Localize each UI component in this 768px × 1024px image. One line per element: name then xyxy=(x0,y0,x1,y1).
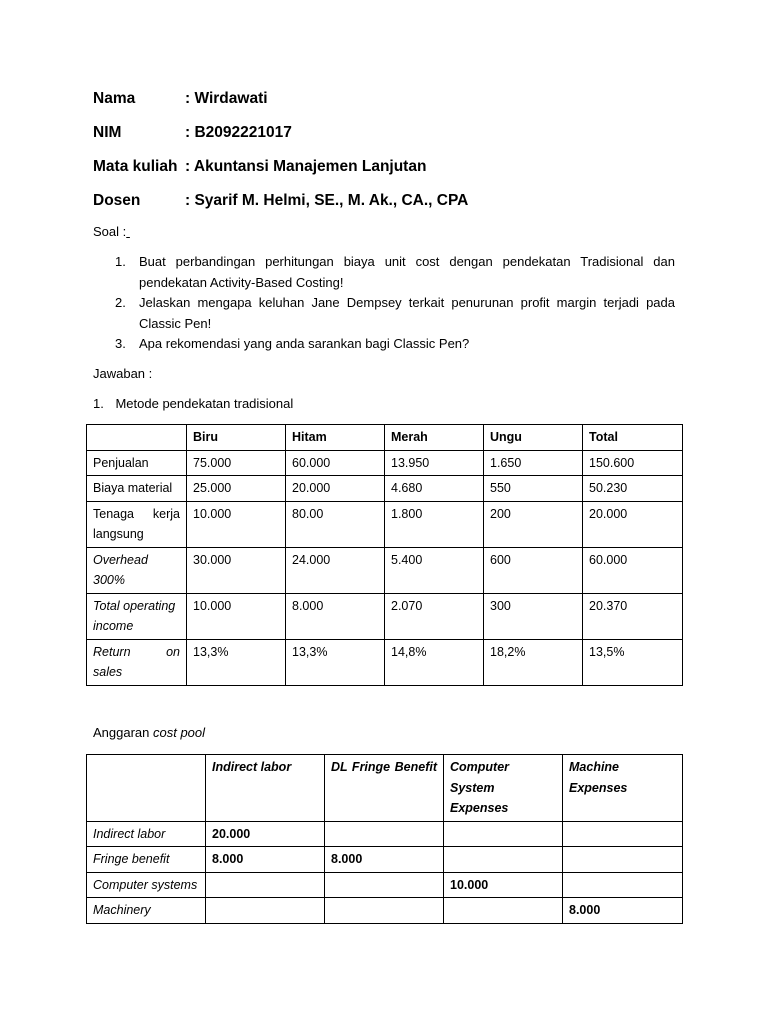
table-cell: 8.000 xyxy=(206,847,325,873)
questions-label: Soal : xyxy=(93,224,127,239)
table-cell: 150.600 xyxy=(583,450,683,476)
cost-pool-label: Anggaran xyxy=(93,725,153,740)
table-cell: 8.000 xyxy=(325,847,444,873)
table-cell xyxy=(206,898,325,924)
nim-label: NIM xyxy=(93,124,122,141)
table-row xyxy=(87,450,683,476)
table-row xyxy=(87,593,683,639)
table-cell: 20.370 xyxy=(583,593,683,639)
table-cell: 600 xyxy=(484,547,583,593)
table-cell: 5.400 xyxy=(385,547,484,593)
question-text: Apa rekomendasi yang anda sarankan bagi Classic Pen? xyxy=(139,336,470,351)
question-number: 2. xyxy=(115,295,126,310)
table-cell: 60.000 xyxy=(286,450,385,476)
table-cell: 13.950 xyxy=(385,450,484,476)
answer-heading: Jawaban : xyxy=(93,366,153,381)
table-cell: 50.230 xyxy=(583,476,683,502)
table-cell: 13,3% xyxy=(286,639,385,685)
table-cell: 30.000 xyxy=(187,547,286,593)
table-cell: 13,5% xyxy=(583,639,683,685)
table-header-row xyxy=(87,755,683,822)
row-label xyxy=(87,639,187,685)
table-header-cell xyxy=(87,425,187,451)
cost-pool-table xyxy=(86,754,683,924)
table-cell xyxy=(563,821,683,847)
questions-heading xyxy=(93,224,130,239)
row-label-text: Return on sales xyxy=(93,644,180,679)
table-cell: 1.800 xyxy=(385,501,484,547)
table-row xyxy=(87,872,683,898)
table-cell: 300 xyxy=(484,593,583,639)
row-label: Fringe benefit xyxy=(87,847,206,873)
table-cell: 2.070 xyxy=(385,593,484,639)
table-header-cell xyxy=(325,755,444,822)
table-cell: 80.00 xyxy=(286,501,385,547)
table-cell: 13,3% xyxy=(187,639,286,685)
table-cell: 60.000 xyxy=(583,547,683,593)
table-header-cell: Biru xyxy=(187,425,286,451)
section-number: 1. xyxy=(93,396,104,411)
row-label: Computer systems xyxy=(87,872,206,898)
question-item xyxy=(115,334,675,355)
table-cell xyxy=(325,821,444,847)
row-label: Indirect labor xyxy=(87,821,206,847)
course-label: Mata kuliah xyxy=(93,158,178,175)
question-number: 3. xyxy=(115,336,126,351)
table-cell: 8.000 xyxy=(563,898,683,924)
table-cell xyxy=(325,898,444,924)
table-cell: 1.650 xyxy=(484,450,583,476)
question-item xyxy=(115,252,675,293)
table-cell: 200 xyxy=(484,501,583,547)
question-list xyxy=(115,252,675,355)
table-row xyxy=(87,501,683,547)
cost-pool-label-italic: cost pool xyxy=(153,725,206,740)
section-1-title xyxy=(93,396,293,411)
table-header-cell: Total xyxy=(583,425,683,451)
table-row xyxy=(87,898,683,924)
table-cell: 14,8% xyxy=(385,639,484,685)
table-header-cell: Ungu xyxy=(484,425,583,451)
course-value: : Akuntansi Manajemen Lanjutan xyxy=(185,158,427,175)
table-cell: 20.000 xyxy=(206,821,325,847)
table-row xyxy=(87,821,683,847)
table-header-cell: Merah xyxy=(385,425,484,451)
table-cell xyxy=(206,872,325,898)
lecturer-label: Dosen xyxy=(93,192,141,209)
table-header-row xyxy=(87,425,683,451)
row-label: Machinery xyxy=(87,898,206,924)
table-cell: 550 xyxy=(484,476,583,502)
row-label xyxy=(87,501,187,547)
table-cell: 8.000 xyxy=(286,593,385,639)
table-header-cell: Indirect labor xyxy=(206,755,325,822)
question-text: Jelaskan mengapa keluhan Jane Dempsey terkait penurunan profit margin terjadi pada Classic Pen! xyxy=(139,295,675,331)
table-row xyxy=(87,639,683,685)
traditional-cost-table xyxy=(86,424,683,686)
table-cell: 24.000 xyxy=(286,547,385,593)
row-label: Total operating income xyxy=(87,593,187,639)
row-label: Biaya material xyxy=(87,476,187,502)
table-row xyxy=(87,847,683,873)
cost-pool-heading xyxy=(93,725,205,740)
table-header-cell: Computer System Expenses xyxy=(444,755,563,822)
table-cell xyxy=(563,847,683,873)
question-item xyxy=(115,293,675,334)
row-label: Penjualan xyxy=(87,450,187,476)
table-row xyxy=(87,476,683,502)
table-header-cell: Hitam xyxy=(286,425,385,451)
question-text: Buat perbandingan perhitungan biaya unit cost dengan pendekatan Tradisional dan pendekatan Activity-Based Costing! xyxy=(139,254,675,290)
table-header-cell: Machine Expenses xyxy=(563,755,683,822)
section-title: Metode pendekatan tradisional xyxy=(115,396,294,411)
table-cell: 10.000 xyxy=(444,872,563,898)
table-cell: 10.000 xyxy=(187,593,286,639)
table-cell xyxy=(563,872,683,898)
name-label: Nama xyxy=(93,90,136,107)
row-label-text: Tenaga kerja langsung xyxy=(93,506,180,541)
lecturer-value: : Syarif M. Helmi, SE., M. Ak., CA., CPA xyxy=(185,192,469,209)
table-cell xyxy=(325,872,444,898)
nim-value: : B2092221017 xyxy=(185,124,292,141)
table-cell: 18,2% xyxy=(484,639,583,685)
table-cell xyxy=(444,847,563,873)
question-number: 1. xyxy=(115,254,126,269)
table-row xyxy=(87,547,683,593)
name-value: : Wirdawati xyxy=(185,90,268,107)
table-cell: 4.680 xyxy=(385,476,484,502)
table-header-cell xyxy=(87,755,206,822)
table-cell xyxy=(444,821,563,847)
table-header-text: DL Fringe Benefit xyxy=(331,760,437,774)
table-cell: 20.000 xyxy=(286,476,385,502)
table-cell: 10.000 xyxy=(187,501,286,547)
table-cell: 20.000 xyxy=(583,501,683,547)
row-label: Overhead 300% xyxy=(87,547,187,593)
table-cell xyxy=(444,898,563,924)
table-cell: 25.000 xyxy=(187,476,286,502)
table-cell: 75.000 xyxy=(187,450,286,476)
